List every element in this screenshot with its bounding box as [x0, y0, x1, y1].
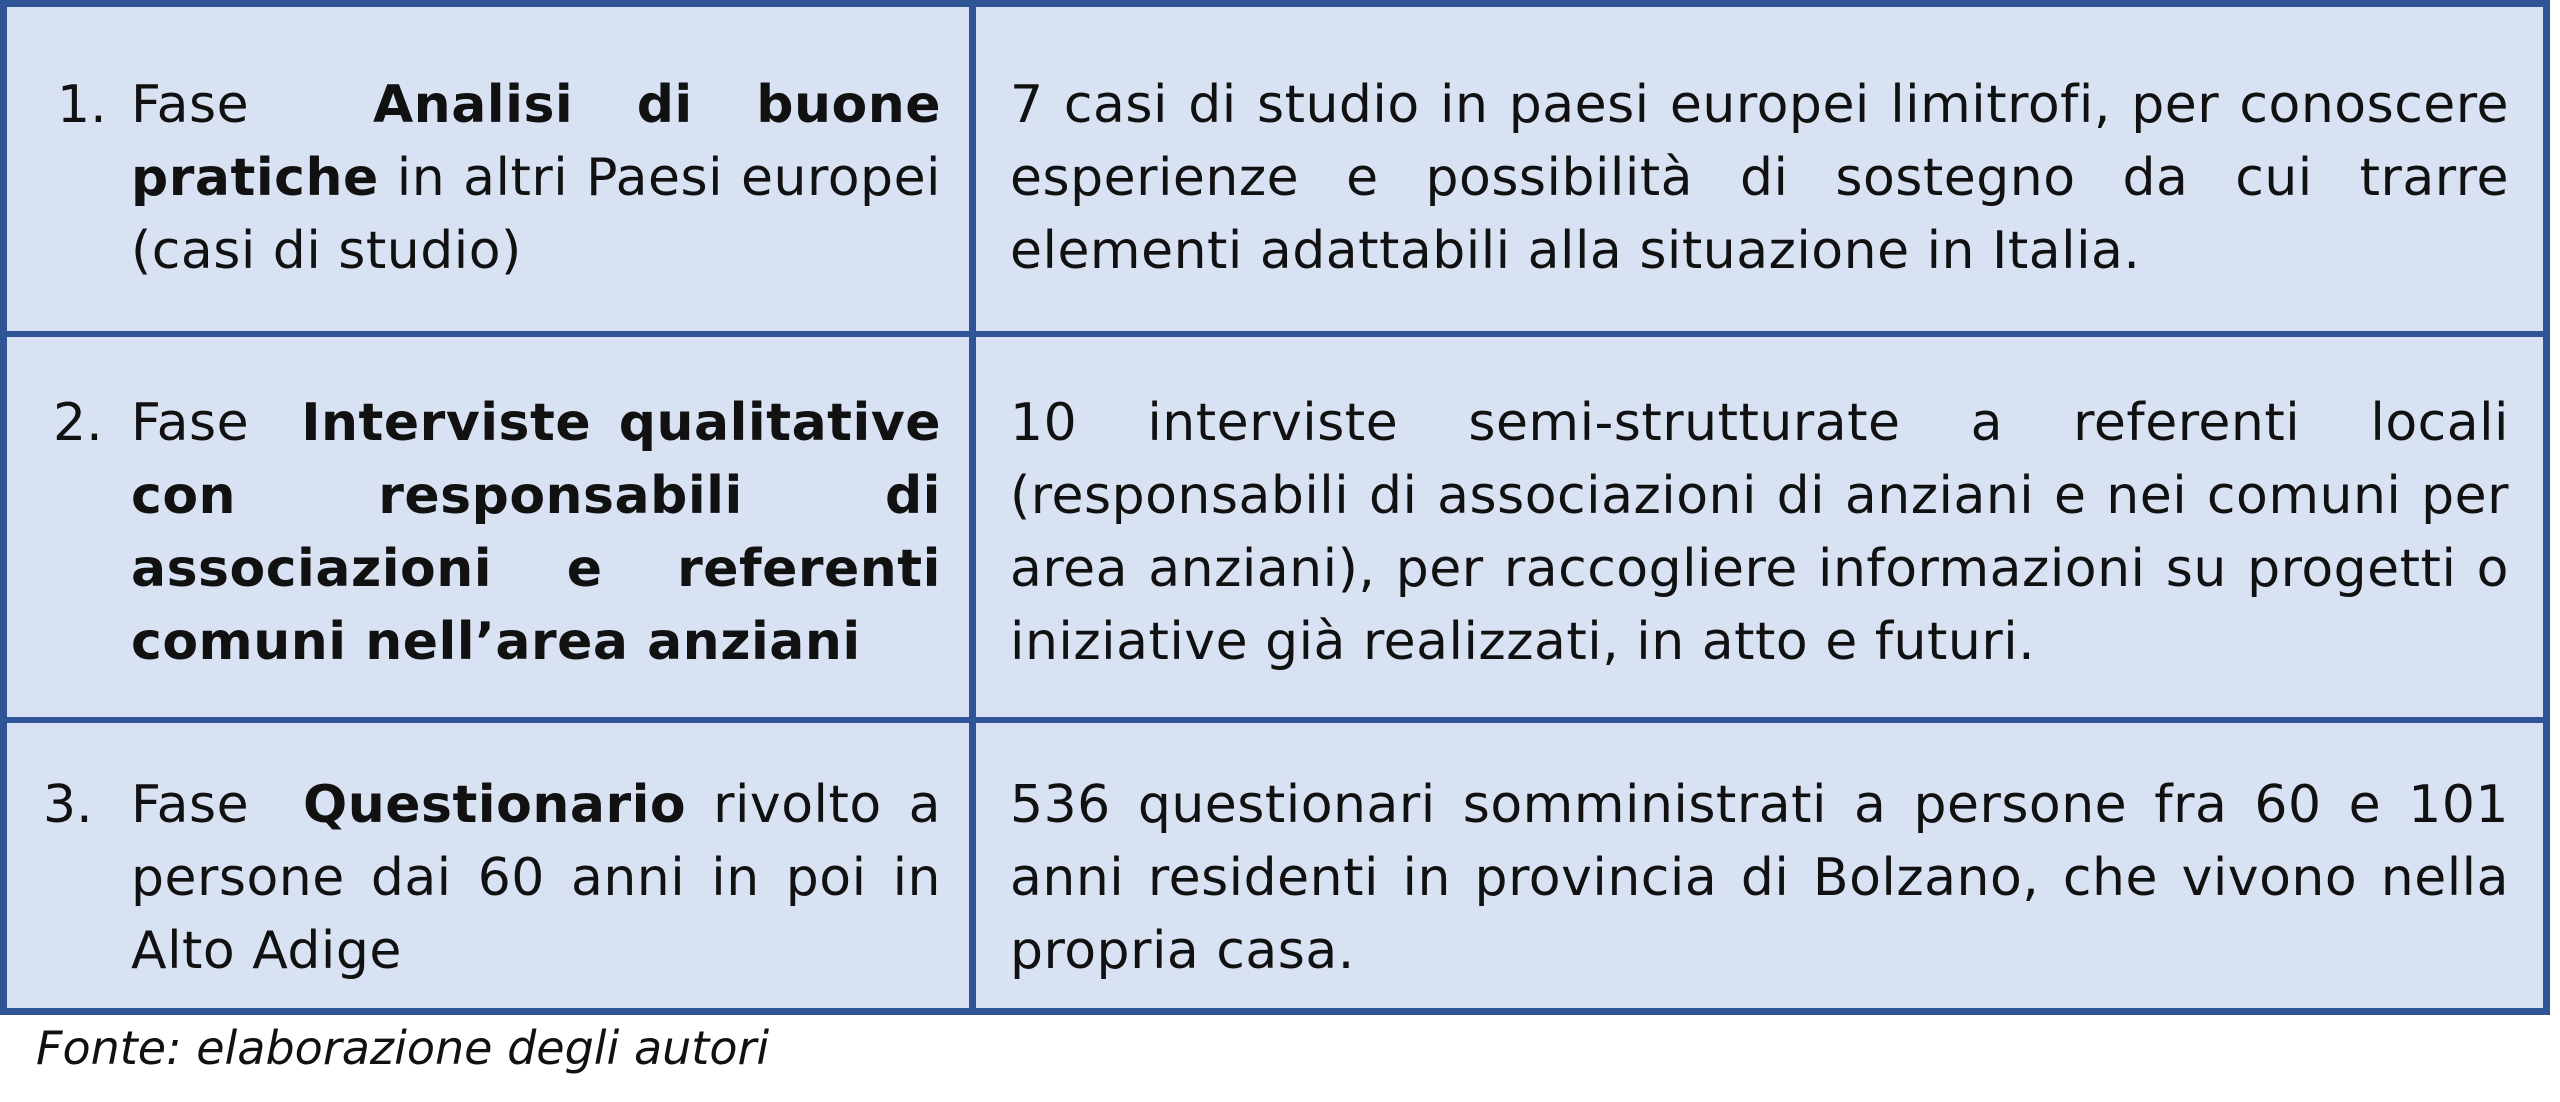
phase-prefix: Fase: [131, 775, 250, 835]
description-text: 7 casi di studio in paesi europei limitrofi, per conoscere esperienze e possibilità di sostegno da cui trarre elementi adattabili alla situazione in Italia.: [1010, 75, 2509, 281]
table-row: [7, 331, 2543, 717]
phase-suffix: rivolto a persone dai 60 anni in poi in Alto Adige: [131, 775, 941, 981]
column-divider: [969, 337, 976, 717]
phase-title: Analisi di buone pratiche: [131, 75, 941, 208]
description-cell: [976, 7, 2543, 331]
column-divider: [969, 723, 976, 1015]
phase-prefix: Fase: [131, 393, 250, 453]
phase-suffix: in altri Paesi europei (casi di studio): [131, 148, 942, 281]
source-note: Fonte: elaborazione degli autori: [36, 1021, 770, 1075]
phase-number: 1.: [57, 75, 107, 135]
column-divider: [969, 7, 976, 331]
phase-number: 2.: [53, 393, 103, 453]
table-row: [7, 717, 2543, 1015]
phase-number: 3.: [43, 775, 93, 835]
description-cell: [976, 723, 2543, 1015]
phase-prefix: Fase: [131, 75, 250, 135]
phase-text: [131, 769, 941, 988]
description-cell: [976, 337, 2543, 717]
table-row: [7, 7, 2543, 331]
phase-text: [131, 69, 941, 288]
phase-title: Interviste qualitative con responsabili di associazioni e referenti comuni nell’area anziani: [131, 393, 942, 672]
phase-text: [131, 387, 941, 679]
phase-cell: [7, 723, 969, 1015]
description-text: 536 questionari somministrati a persone fra 60 e 101 anni residenti in provincia di Bolzano, che vivono nella propria casa.: [1010, 775, 2509, 981]
phase-cell: [7, 337, 969, 717]
phase-title: Questionario: [303, 775, 687, 835]
description-text: 10 interviste semi-strutturate a referenti locali (responsabili di associazioni di anziani e nei comuni per area anziani), per raccogliere informazioni su progetti o iniziative già realizzati, in atto e futuri.: [1010, 393, 2509, 672]
phase-cell: [7, 7, 969, 331]
